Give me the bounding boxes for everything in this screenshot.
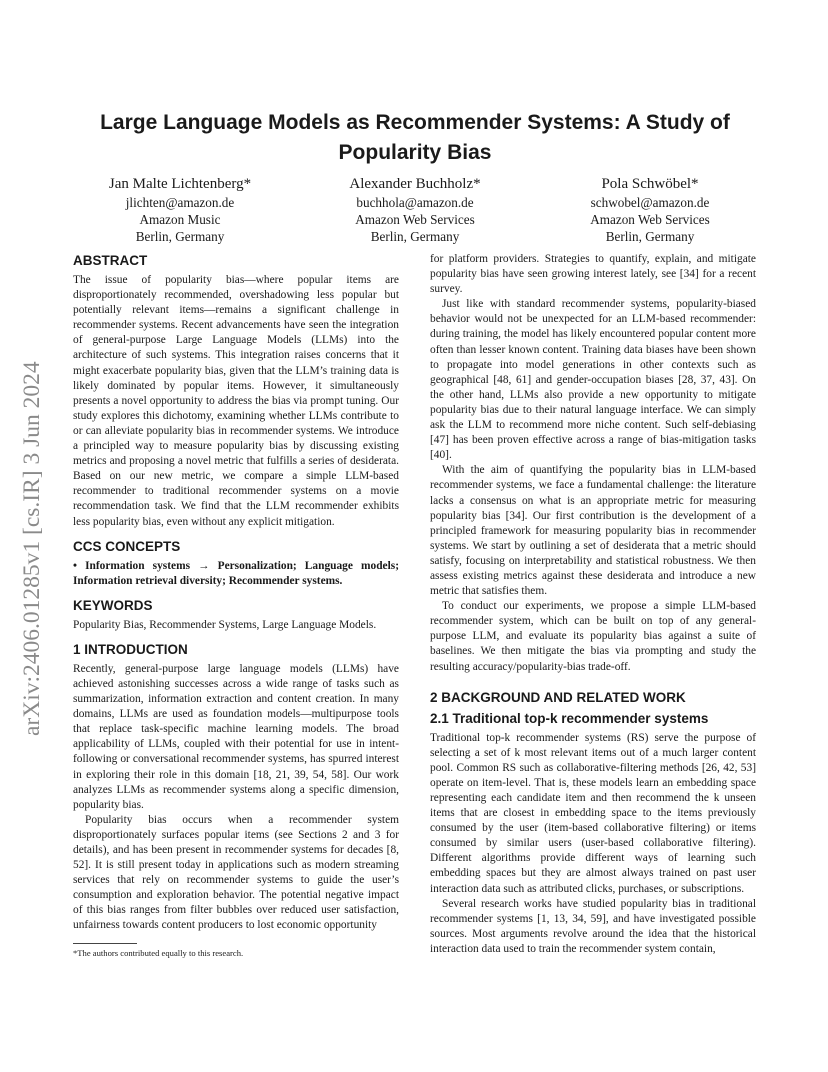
background-heading: 2 BACKGROUND AND RELATED WORK: [430, 689, 686, 705]
arxiv-stamp-text: arXiv:2406.01285v1 [cs.IR] 3 Jun 2024: [19, 361, 45, 736]
author-email[interactable]: schwobel@amazon.de: [590, 195, 710, 210]
paper-title: Large Language Models as Recommender Systems: A Study of Popularity Bias: [100, 111, 730, 164]
author-org: Amazon Web Services: [590, 212, 710, 227]
ccs-text: • Information systems → Personalization; Language models; Information retrieval diversity; Recommender systems.: [73, 559, 399, 587]
footnote: *The authors contributed equally to this research.: [73, 948, 244, 958]
author-email[interactable]: jlichten@amazon.de: [125, 195, 235, 210]
author-org: Amazon Music: [139, 212, 221, 227]
author-name: Jan Malte Lichtenberg*: [108, 176, 252, 192]
subsection-heading: 2.1 Traditional top-k recommender systems: [430, 710, 709, 726]
author-block: [70, 175, 760, 245]
author-name: Alexander Buchholz*: [349, 176, 481, 192]
author-name: Pola Schwöbel*: [601, 176, 699, 192]
intro-paragraph-2: Popularity bias occurs when a recommender system disproportionately surfaces popular items (see Sections 2 and 3 for details), and has been present in recommender systems for decades [8, 52]. It is still present today in applications such as modern streaming services that rely on recommender systems to guide the user’s consumption and exploration behavior. The potential negative impact of this bias ranges from filter bubbles over reduced user satisfaction, unfairness towards content producers to lost economic opportunity: [73, 813, 399, 932]
right-column: [430, 252, 756, 957]
left-column: [73, 252, 399, 934]
abstract-text: The issue of popularity bias—where popular items are disproportionately recommended, overshadowing less popular but potentially relevant items—remains a significant challenge in recommender systems. Recent advancements have seen the integration of general-purpose Large Language Models (LLMs) into the architecture of such systems. This integration raises concerns that it might exacerbate popularity bias, given that the LLM’s training data is likely dominated by popular items. However, it simultaneously presents a novel opportunity to address the bias via prompt tuning. Our study explores this dichotomy, examining whether LLMs contribute to or can alleviate popularity bias in recommender systems. We introduce a principled way to measure popularity bias by discussing existing metrics and proposing a novel metric that fulfills a series of desiderata. Based on our new metric, we compare a simple LLM-based recommender to traditional recommender systems on a movie recommendation task. We find that the LLM recommender exhibits less popularity bias, even without any explicit mitigation.: [73, 274, 399, 528]
author-location: Berlin, Germany: [135, 229, 225, 244]
author-3: [540, 175, 760, 245]
author-location: Berlin, Germany: [370, 229, 460, 244]
intro-paragraph-5: With the aim of quantifying the popularity bias in LLM-based recommender systems, we face a fundamental challenge: the literature lacks a consensus on what is an appropriate metric for measuring popularity bias [34]. Our first contribution is the development of a principled framework for measuring popularity bias in recommender systems. We start by outlining a set of desiderata that a metric should satisfy, focusing on interpretability and statistical robustness. We then assess existing metrics against these desiderata and introduce a new metric that satisfies them.: [430, 464, 756, 598]
intro-heading: 1 INTRODUCTION: [73, 641, 188, 657]
keywords-heading: KEYWORDS: [73, 597, 153, 613]
author-location: Berlin, Germany: [605, 229, 695, 244]
intro-paragraph-4: Just like with standard recommender systems, popularity-biased behavior would not be unexpected for an LLM-based recommender: during training, the model has likely encountered popular content more often than lesser known content. Training data biases have been shown to propagate into model generations in other contexts such as geographical [48, 61] and gender-occupation biases [28, 37, 43]. On the other hand, LLMs also provide a new opportunity to mitigate popularity bias due to their natural language interface. We can simply ask the LLM to recommend more niche content. Such self-debiasing [47] has been proven effective across a range of bias-mitigation tasks [40].: [430, 298, 756, 462]
intro-paragraph-6: To conduct our experiments, we propose a simple LLM-based recommender system, which can be built on top of any general-purpose LLM, and evaluate its popularity bias against a suite of baselines. We then mitigate the bias via prompting and study the resulting accuracy/popularity-bias trade-off.: [430, 600, 756, 673]
keywords-text: Popularity Bias, Recommender Systems, Large Language Models.: [73, 618, 377, 631]
footnote-rule: [73, 943, 137, 944]
ccs-heading: CCS CONCEPTS: [73, 538, 181, 554]
intro-paragraph-1: Recently, general-purpose large language models (LLMs) have achieved astonishing successes across a wide range of tasks such as summarization, information extraction and content creation. In many domains, LLMs are used as foundation models—multipurpose tools that replace task-specific machine learning models. The broad applicability of LLMs, coupled with their potential for use in intent-following or conversational recommender systems, has spurred interest in exploring their role in this domain [18, 21, 39, 54, 58]. Our work analyzes LLMs as recommender systems along a specific dimension, popularity bias.: [73, 662, 399, 811]
arxiv-stamp: [12, 300, 48, 740]
author-email[interactable]: buchhola@amazon.de: [356, 195, 474, 210]
background-paragraph-2: Several research works have studied popularity bias in traditional recommender systems [1, 13, 34, 59], and have investigated possible sources. Most arguments revolve around the idea that the historical interaction data used to train the recommender system contain,: [430, 897, 756, 955]
background-paragraph-1: Traditional top-k recommender systems (RS) serve the purpose of selecting a set of k most relevant items out of a much larger content pool. Common RS such as collaborative-filtering methods [26, 42, 53] operate on item-level. That is, these models learn an embedding space representing each candidate item and then recommend the k unseen items that are closest in embedding space to the items previously consumed by the user (item-based collaborative filtering) or items consumed by similar users (user-based collaborative filtering). Different algorithms provide different ways of learning such embedding spaces but they are almost always trained on past user interaction data such as attributed clicks, purchases, or subscriptions.: [430, 731, 756, 895]
intro-paragraph-3: for platform providers. Strategies to quantify, explain, and mitigate popularity bias have seen growing interest lately, see [34] for a recent survey.: [430, 253, 756, 296]
author-2: [305, 175, 525, 245]
abstract-heading: ABSTRACT: [73, 253, 148, 268]
author-org: Amazon Web Services: [355, 212, 475, 227]
author-1: [70, 175, 290, 245]
